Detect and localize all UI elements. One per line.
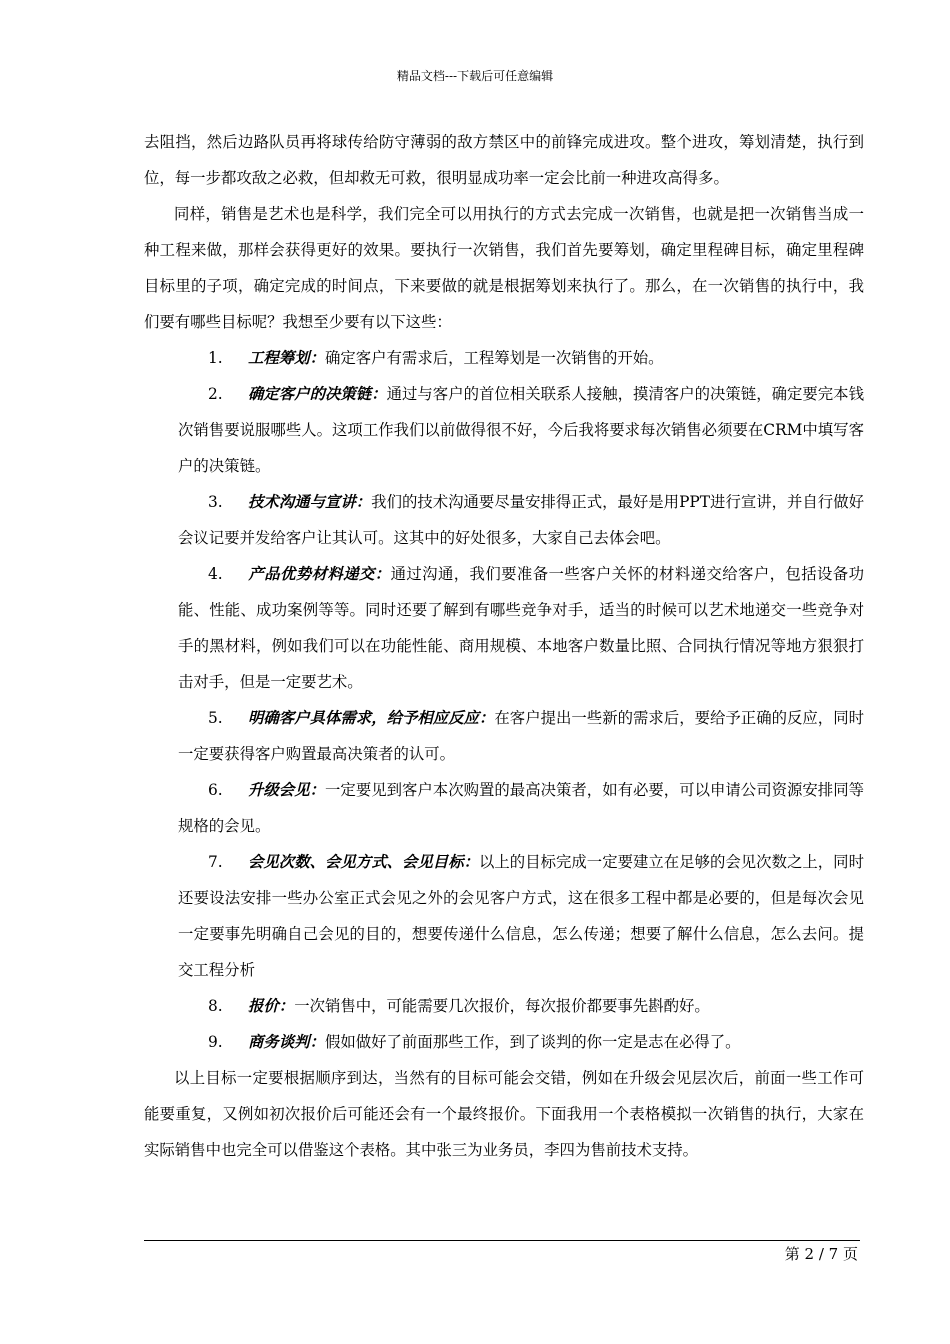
item-title: 会见次数、会见方式、会见目标： [248, 853, 479, 871]
item-title: 商务谈判： [248, 1033, 325, 1051]
item-text: 以上的目标完成一定要建立在足够的会见次数之上，同时还要设法安排一些办公室正式会见之外的会见客户方式，这在很多工程中都是必要的，但是每次会见一定要事先明确自己会见的目的，想要传递什么信息，怎么传递；想要了解什么信息，怎么去问。提交工程分析 [178, 853, 864, 979]
item-number: 9. [208, 1033, 223, 1051]
list-item [144, 556, 864, 700]
item-text: 通过与客户的首位相关联系人接触，摸清客户的决策链，确定要完本钱次销售要说服哪些人。这项工作我们以前做得很不好，今后我将要求每次销售必须要在CRM中填写客户的决策链。 [178, 385, 864, 475]
item-number: 3. [208, 493, 223, 511]
page-header: 精品文档---下载后可任意编辑 [396, 69, 554, 83]
document-body [144, 124, 864, 1168]
footer-divider [144, 1240, 860, 1241]
item-number: 4. [208, 565, 223, 583]
item-title: 明确客户具体需求，给予相应反应： [248, 709, 495, 727]
list-item [144, 1024, 864, 1060]
item-text: 一次销售中，可能需要几次报价，每次报价都要事先斟酌好。 [294, 997, 710, 1015]
list-item [144, 340, 864, 376]
item-text: 假如做好了前面那些工作，到了谈判的你一定是志在必得了。 [324, 1033, 741, 1051]
item-number: 2. [208, 385, 223, 403]
list-item [144, 484, 864, 556]
paragraph-intro: 同样，销售是艺术也是科学，我们完全可以用执行的方式去完成一次销售，也就是把一次销售当成一种工程来做，那样会获得更好的效果。要执行一次销售，我们首先要筹划，确定里程碑目标，确定里程碑目标里的子项，确定完成的时间点，下来要做的就是根据筹划来执行了。那么，在一次销售的执行中，我们要有哪些目标呢？我想至少要有以下这些： [144, 205, 864, 331]
item-title: 报价： [248, 997, 295, 1015]
page-number: 第 2 / 7 页 [784, 1245, 858, 1263]
item-title: 确定客户的决策链： [248, 385, 387, 403]
item-number: 7. [208, 853, 223, 871]
item-text: 通过沟通，我们要准备一些客户关怀的材料递交给客户，包括设备功能、性能、成功案例等等。同时还要了解到有哪些竞争对手，适当的时候可以艺术地递交一些竞争对手的黑材料，例如我们可以在功能性能、商用规模、本地客户数量比照、合同执行情况等地方狠狠打击对手，但是一定要艺术。 [178, 565, 864, 691]
item-text: 确定客户有需求后，工程筹划是一次销售的开始。 [324, 349, 664, 367]
item-text: 一定要见到客户本次购置的最高决策者，如有必要，可以申请公司资源安排同等规格的会见。 [178, 781, 864, 835]
item-number: 8. [208, 997, 223, 1015]
item-title: 产品优势材料递交： [248, 565, 391, 583]
item-number: 5. [208, 709, 223, 727]
list-item [144, 700, 864, 772]
item-text: 在客户提出一些新的需求后，要给予正确的反应，同时一定要获得客户购置最高决策者的认可。 [178, 709, 864, 763]
goal-list [144, 340, 864, 1060]
item-title: 技术沟通与宣讲： [248, 493, 372, 511]
paragraph-continuation: 去阻挡，然后边路队员再将球传给防守薄弱的敌方禁区中的前锋完成进攻。整个进攻，筹划清楚，执行到位，每一步都攻敌之必救，但却救无可救，很明显成功率一定会比前一种进攻高得多。 [144, 133, 864, 187]
item-number: 6. [208, 781, 223, 799]
item-number: 1. [208, 349, 223, 367]
list-item [144, 376, 864, 484]
list-item [144, 844, 864, 988]
item-title: 升级会见： [248, 781, 326, 799]
item-title: 工程筹划： [248, 349, 325, 367]
list-item [144, 988, 864, 1024]
paragraph-outro: 以上目标一定要根据顺序到达，当然有的目标可能会交错，例如在升级会见层次后，前面一些工作可能要重复，又例如初次报价后可能还会有一个最终报价。下面我用一个表格模拟一次销售的执行，大家在实际销售中也完全可以借鉴这个表格。其中张三为业务员，李四为售前技术支持。 [144, 1069, 864, 1159]
item-text: 我们的技术沟通要尽量安排得正式，最好是用PPT进行宣讲，并自行做好会议记要并发给客户让其认可。这其中的好处很多，大家自己去体会吧。 [178, 493, 864, 547]
list-item [144, 772, 864, 844]
